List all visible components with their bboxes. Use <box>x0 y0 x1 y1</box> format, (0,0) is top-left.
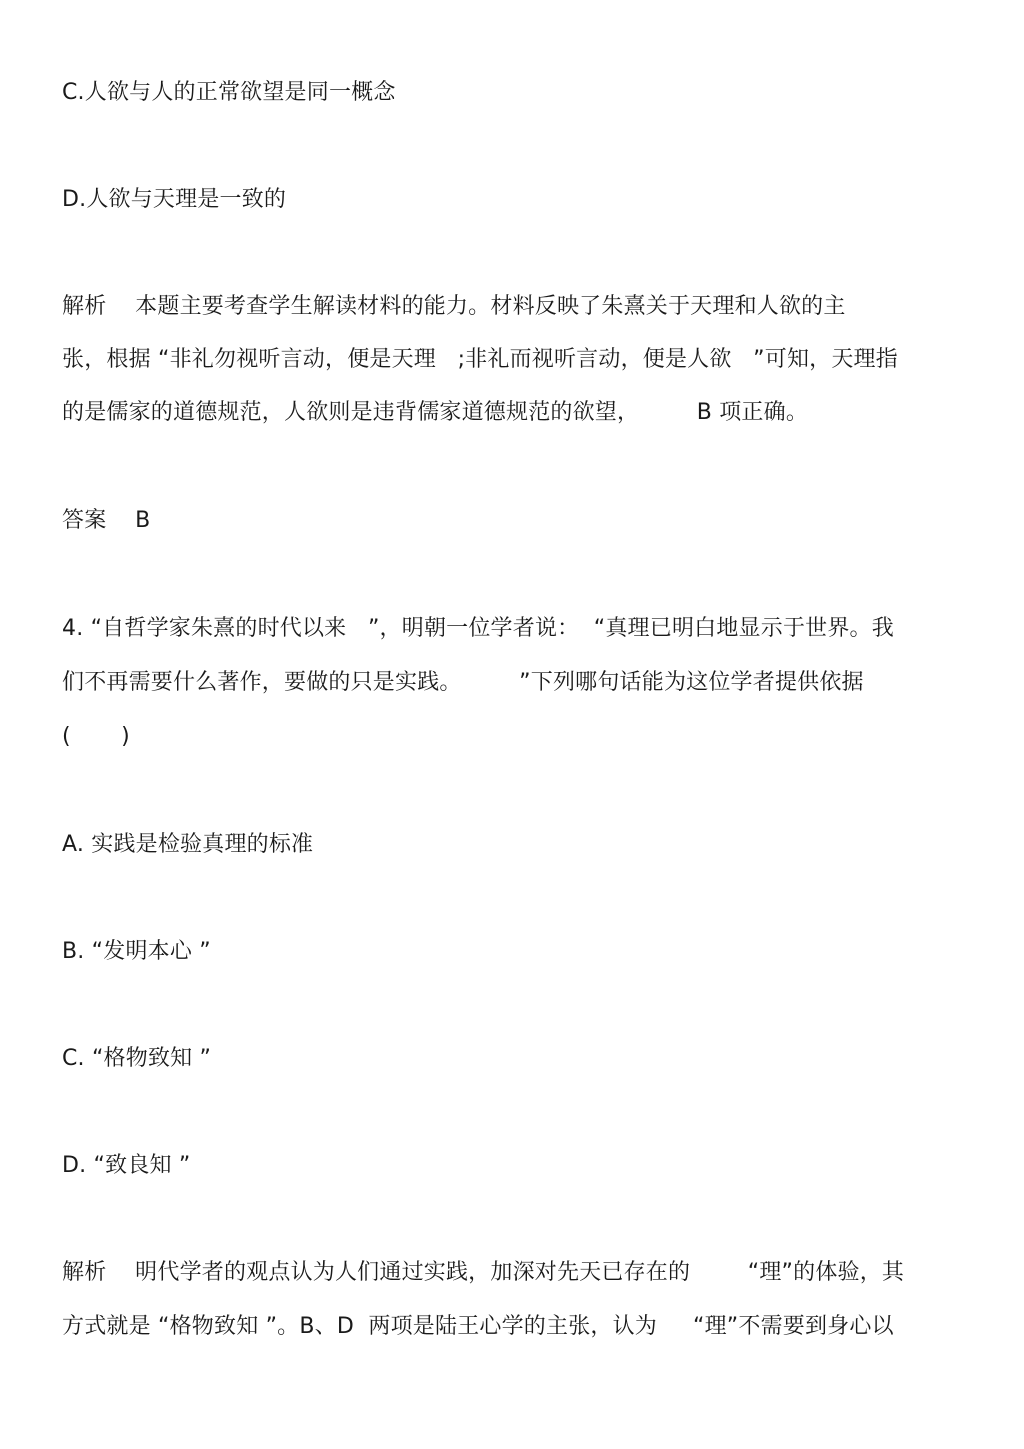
answer-line: 答案 B <box>62 508 151 533</box>
analysis-line-2: 张，根据 “非礼勿视听言动，便是天理 ;非礼而视听言动，便是人欲 ”可知，天理指 <box>62 347 898 372</box>
question-4-blank: ( ) <box>62 724 130 749</box>
analysis-2-line-1: 解析 明代学者的观点认为人们通过实践，加深对先天已存在的 “理”的体验，其 <box>62 1260 905 1285</box>
analysis-2-line-2: 方式就是 “格物致知 ”。B、D 两项是陆王心学的主张，认为 “理”不需要到身心以 <box>62 1314 894 1339</box>
option-b: B. “发明本心 ” <box>62 939 211 964</box>
analysis-line-3: 的是儒家的道德规范，人欲则是违背儒家道德规范的欲望， B 项正确。 <box>62 400 809 425</box>
option-d: D. “致良知 ” <box>62 1153 191 1178</box>
option-c: C. “格物致知 ” <box>62 1046 212 1071</box>
question-4-line-2: 们不再需要什么著作，要做的只是实践。 ”下列哪句话能为这位学者提供依据 <box>62 670 864 695</box>
option-a: A. 实践是检验真理的标准 <box>62 832 314 857</box>
option-c-previous: C.人欲与人的正常欲望是同一概念 <box>62 80 396 105</box>
question-4-line-1: 4. “自哲学家朱熹的时代以来 ”，明朝一位学者说： “真理已明白地显示于世界。我 <box>62 616 894 641</box>
analysis-line-1: 解析 本题主要考查学生解读材料的能力。材料反映了朱熹关于天理和人欲的主 <box>62 294 846 319</box>
option-d-previous: D.人欲与天理是一致的 <box>62 187 287 212</box>
